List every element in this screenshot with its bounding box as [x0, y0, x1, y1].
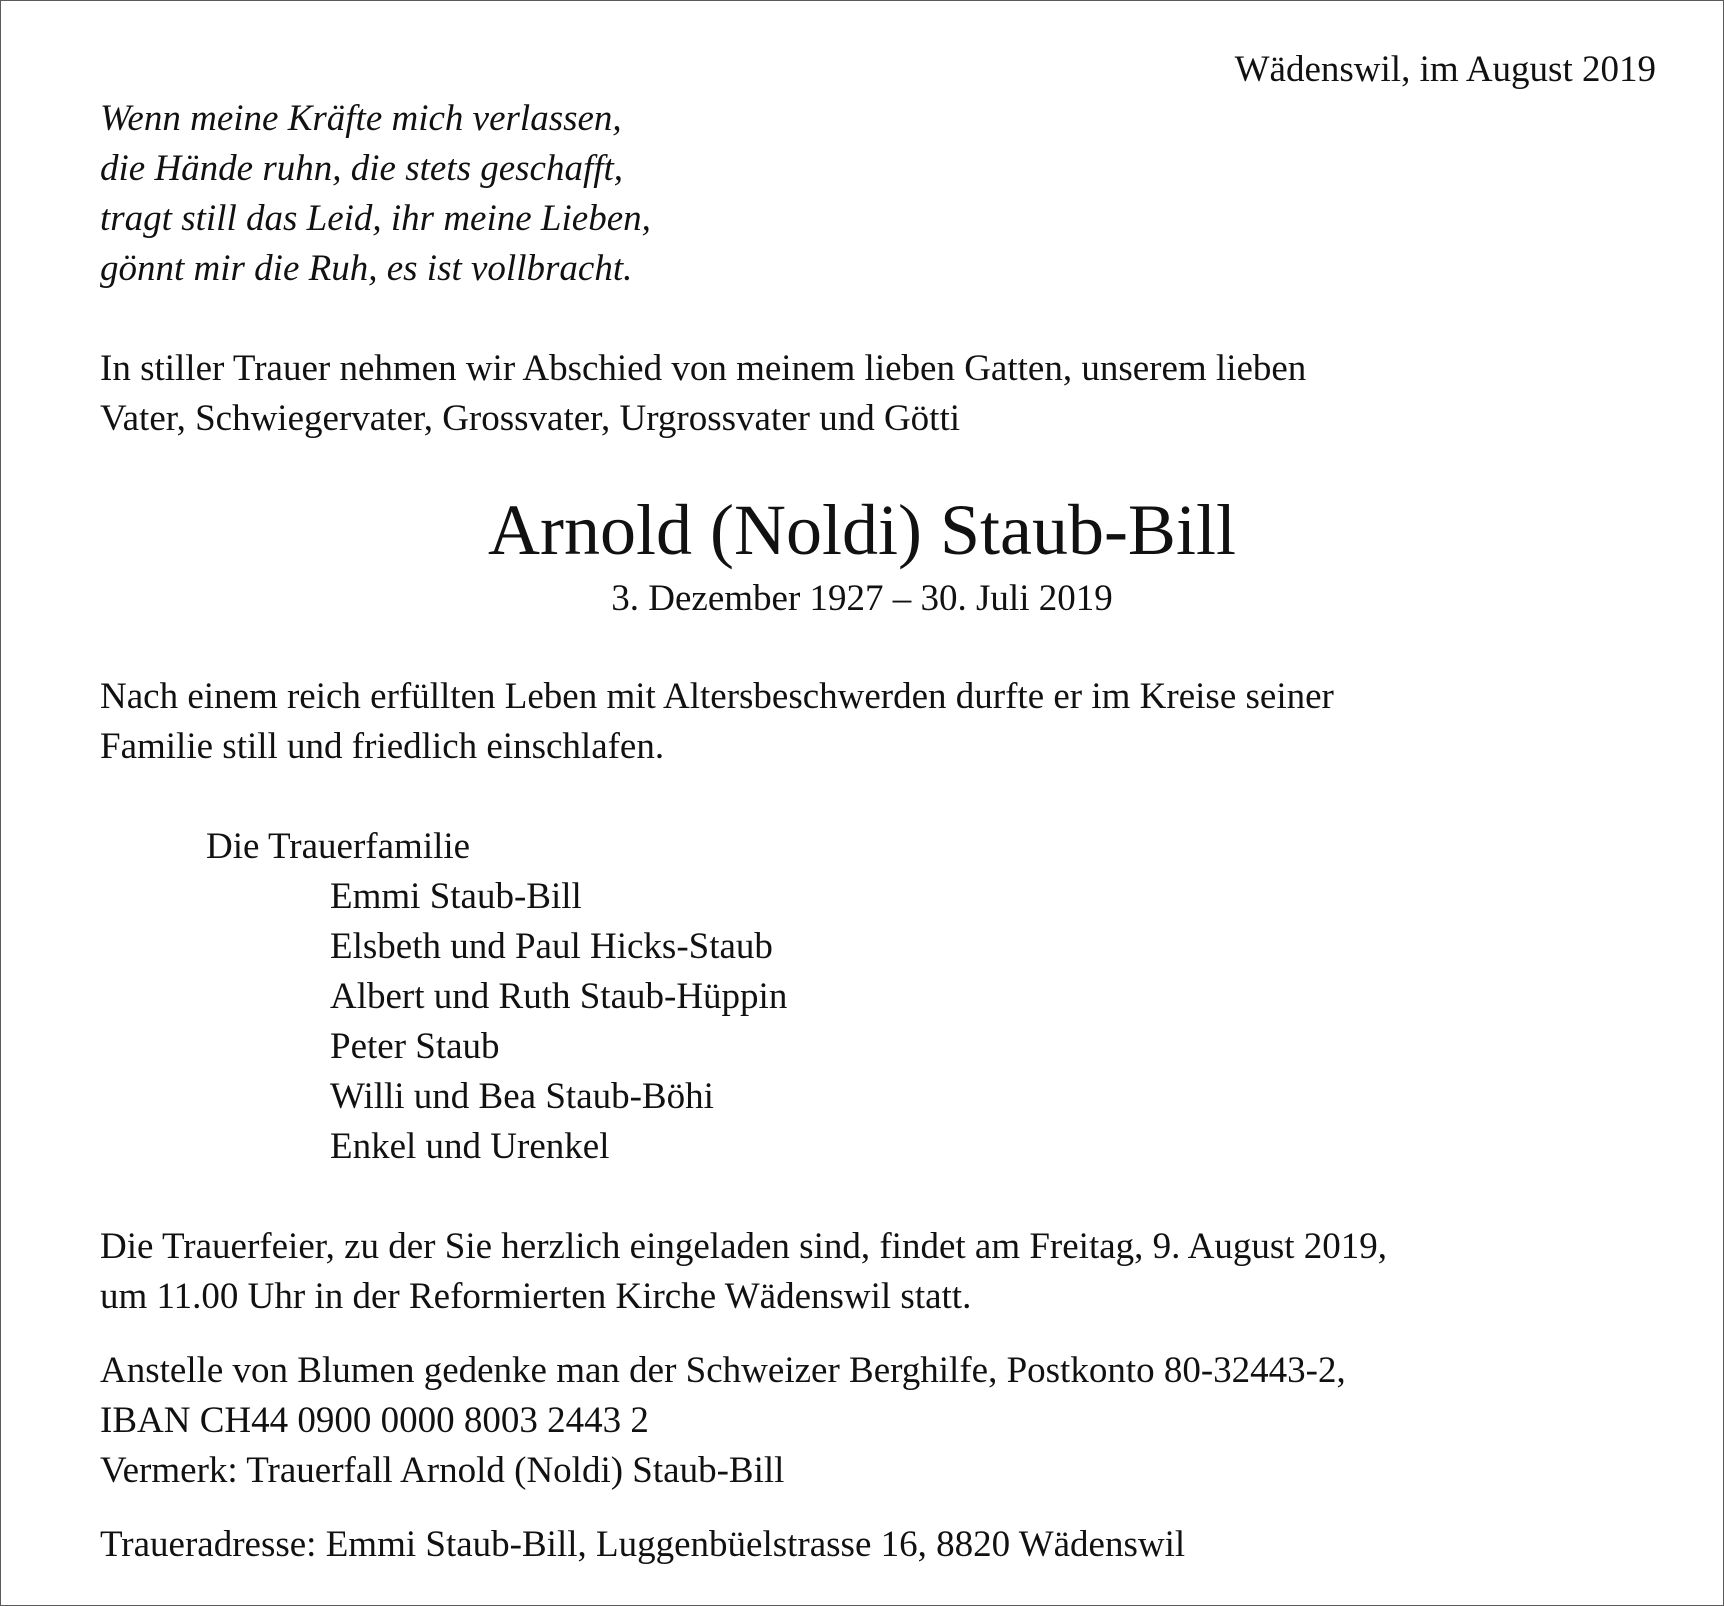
life-dates: 3. Dezember 1927 – 30. Juli 2019 — [611, 578, 1113, 619]
intro-text — [100, 344, 1306, 444]
ceremony-line: um 11.00 Uhr in der Reformierten Kirche Wädenswil statt. — [100, 1276, 972, 1317]
donation-line: Vermerk: Trauerfall Arnold (Noldi) Staub-Bill — [100, 1450, 785, 1491]
message-line: Familie still und friedlich einschlafen. — [100, 726, 665, 767]
poem-line: Wenn meine Kräfte mich verlassen, — [100, 98, 622, 139]
ceremony-line: Die Trauerfeier, zu der Sie herzlich eingeladen sind, findet am Freitag, 9. August 2019, — [100, 1226, 1388, 1267]
family-heading: Die Trauerfamilie — [206, 826, 471, 867]
place-date: Wädenswil, im August 2019 — [1234, 49, 1656, 90]
donation-line: IBAN CH44 0900 0000 8003 2443 2 — [100, 1400, 649, 1441]
family-member: Albert und Ruth Staub-Hüppin — [330, 976, 788, 1017]
poem-line: tragt still das Leid, ihr meine Lieben, — [100, 198, 651, 239]
donation-info — [100, 1346, 1346, 1496]
family-members — [330, 872, 787, 1172]
poem — [100, 94, 651, 294]
mourning-address: Traueradresse: Emmi Staub-Bill, Luggenbüelstrasse 16, 8820 Wädenswil — [100, 1524, 1186, 1565]
intro-line: In stiller Trauer nehmen wir Abschied von meinem lieben Gatten, unserem lieben — [100, 348, 1307, 389]
family-member: Elsbeth und Paul Hicks-Staub — [330, 926, 773, 967]
deceased-name: Arnold (Noldi) Staub-Bill — [488, 490, 1236, 570]
family-member: Willi und Bea Staub-Böhi — [330, 1076, 714, 1117]
donation-line: Anstelle von Blumen gedenke man der Schweizer Berghilfe, Postkonto 80-32443-2, — [100, 1350, 1346, 1391]
family-member: Emmi Staub-Bill — [330, 876, 582, 917]
intro-line: Vater, Schwiegervater, Grossvater, Urgrossvater und Götti — [100, 398, 961, 439]
poem-line: die Hände ruhn, die stets geschafft, — [100, 148, 624, 189]
passing-message — [100, 672, 1334, 772]
poem-line: gönnt mir die Ruh, es ist vollbracht. — [100, 248, 633, 289]
message-line: Nach einem reich erfüllten Leben mit Altersbeschwerden durfte er im Kreise seiner — [100, 676, 1334, 717]
family-member: Enkel und Urenkel — [330, 1126, 610, 1167]
family-member: Peter Staub — [330, 1026, 500, 1067]
ceremony-info — [100, 1222, 1387, 1322]
